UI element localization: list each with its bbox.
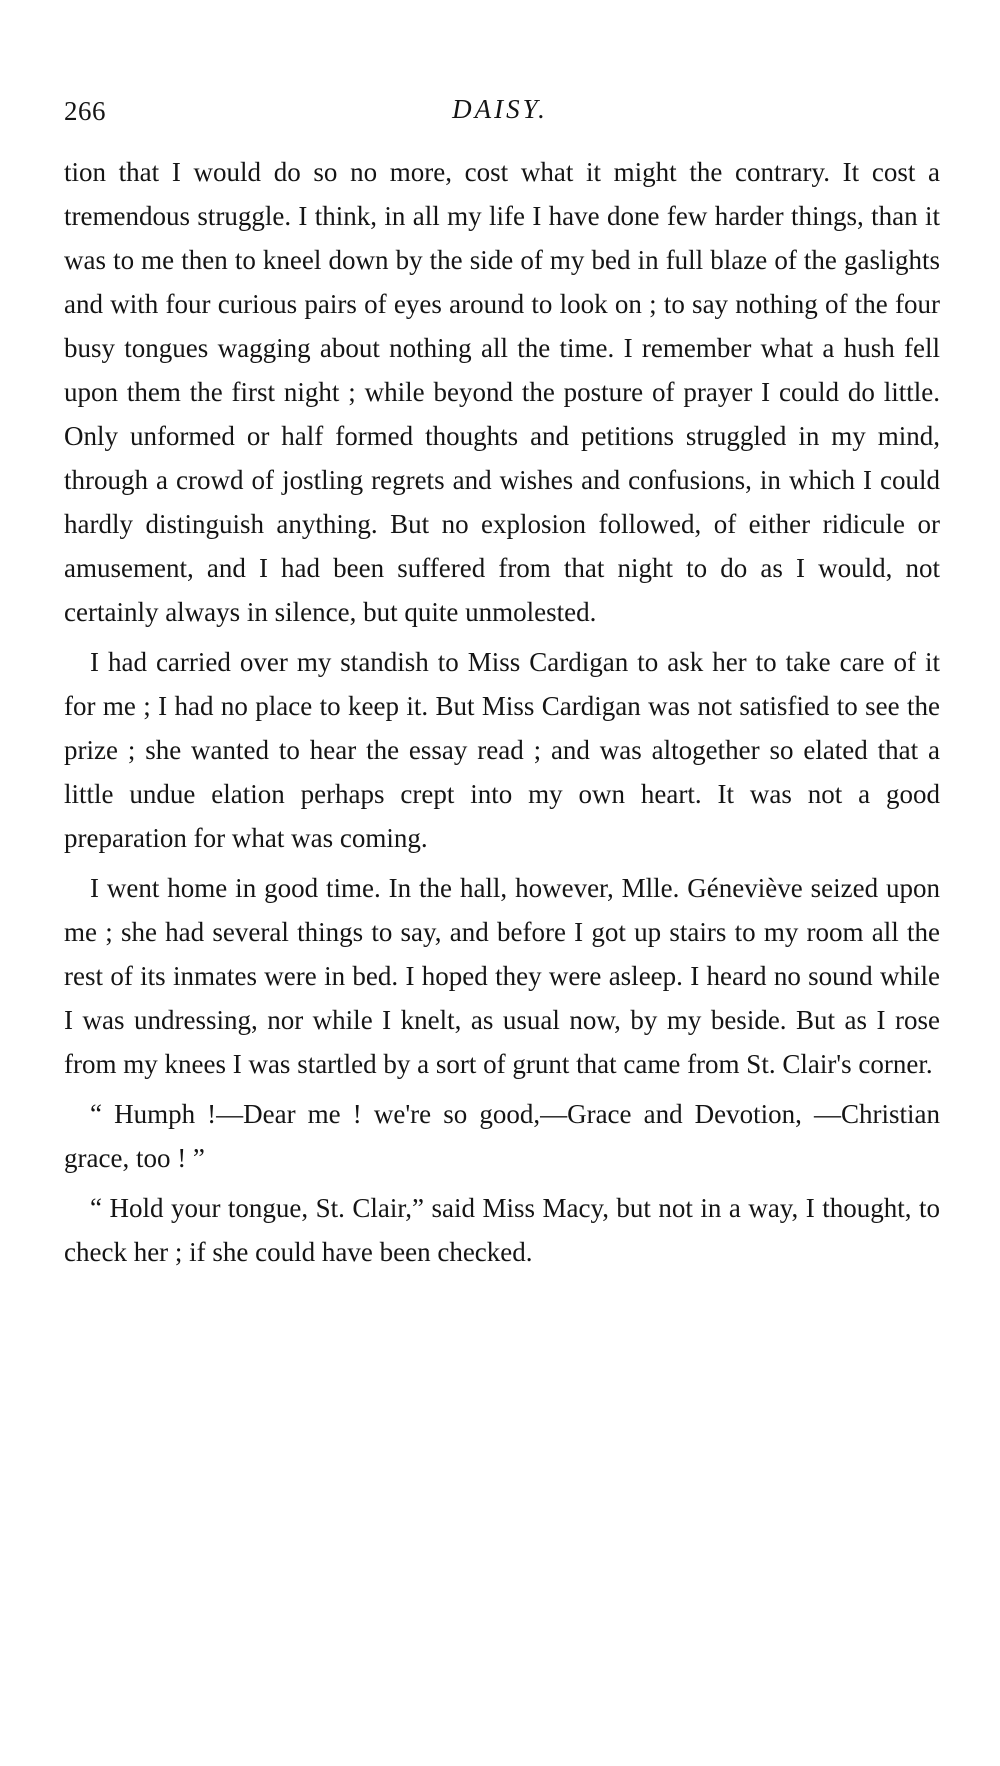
paragraph-1: tion that I would do so no more, cost what it might the contrary. It cost a tremendous struggle. I think, in all my life I have done few harder things, than it was to me then to kneel down by the side of my bed in full blaze of the gaslights and with four curious pairs of eyes around to look on ; to say nothing of the four busy tongues wagging about nothing all the time. I remember what a hush fell upon them the first night ; while beyond the posture of prayer I could do little. Only unformed or half formed thoughts and petitions struggled in my mind, through a crowd of jostling regrets and wishes and confusions, in which I could hardly distinguish anything. But no explosion followed, of either ridicule or amusement, and I had been suffered from that night to do as I would, not certainly always in silence, but quite unmolested. xyxy=(64,157,940,627)
paragraph-2: I had carried over my standish to Miss Cardigan to ask her to take care of it for me ; I had no place to keep it. But Miss Cardigan was not satisfied to see the prize ; she wanted to hear the essay read ; and was altogether so elated that a little undue elation perhaps crept into my own heart. It was not a good preparation for what was coming. xyxy=(64,647,940,853)
paragraph-4: “ Humph !—Dear me ! we're so good,—Grace and Devotion, —Christian grace, too ! ” xyxy=(64,1099,940,1173)
running-title: DAISY. xyxy=(452,94,548,124)
paragraph-5: “ Hold your tongue, St. Clair,” said Miss Macy, but not in a way, I thought, to check her ; if she could have been checked. xyxy=(64,1193,940,1267)
paragraph-3: I went home in good time. In the hall, however, Mlle. Géneviève seized upon me ; she had several things to say, and before I got up stairs to my room all the rest of its inmates were in bed. I hoped they were asleep. I heard no sound while I was undressing, nor while I knelt, as usual now, by my beside. But as I rose from my knees I was startled by a sort of grunt that came from St. Clair's corner. xyxy=(64,873,940,1079)
body-text xyxy=(64,150,940,1274)
page-number: 266 xyxy=(64,96,106,126)
